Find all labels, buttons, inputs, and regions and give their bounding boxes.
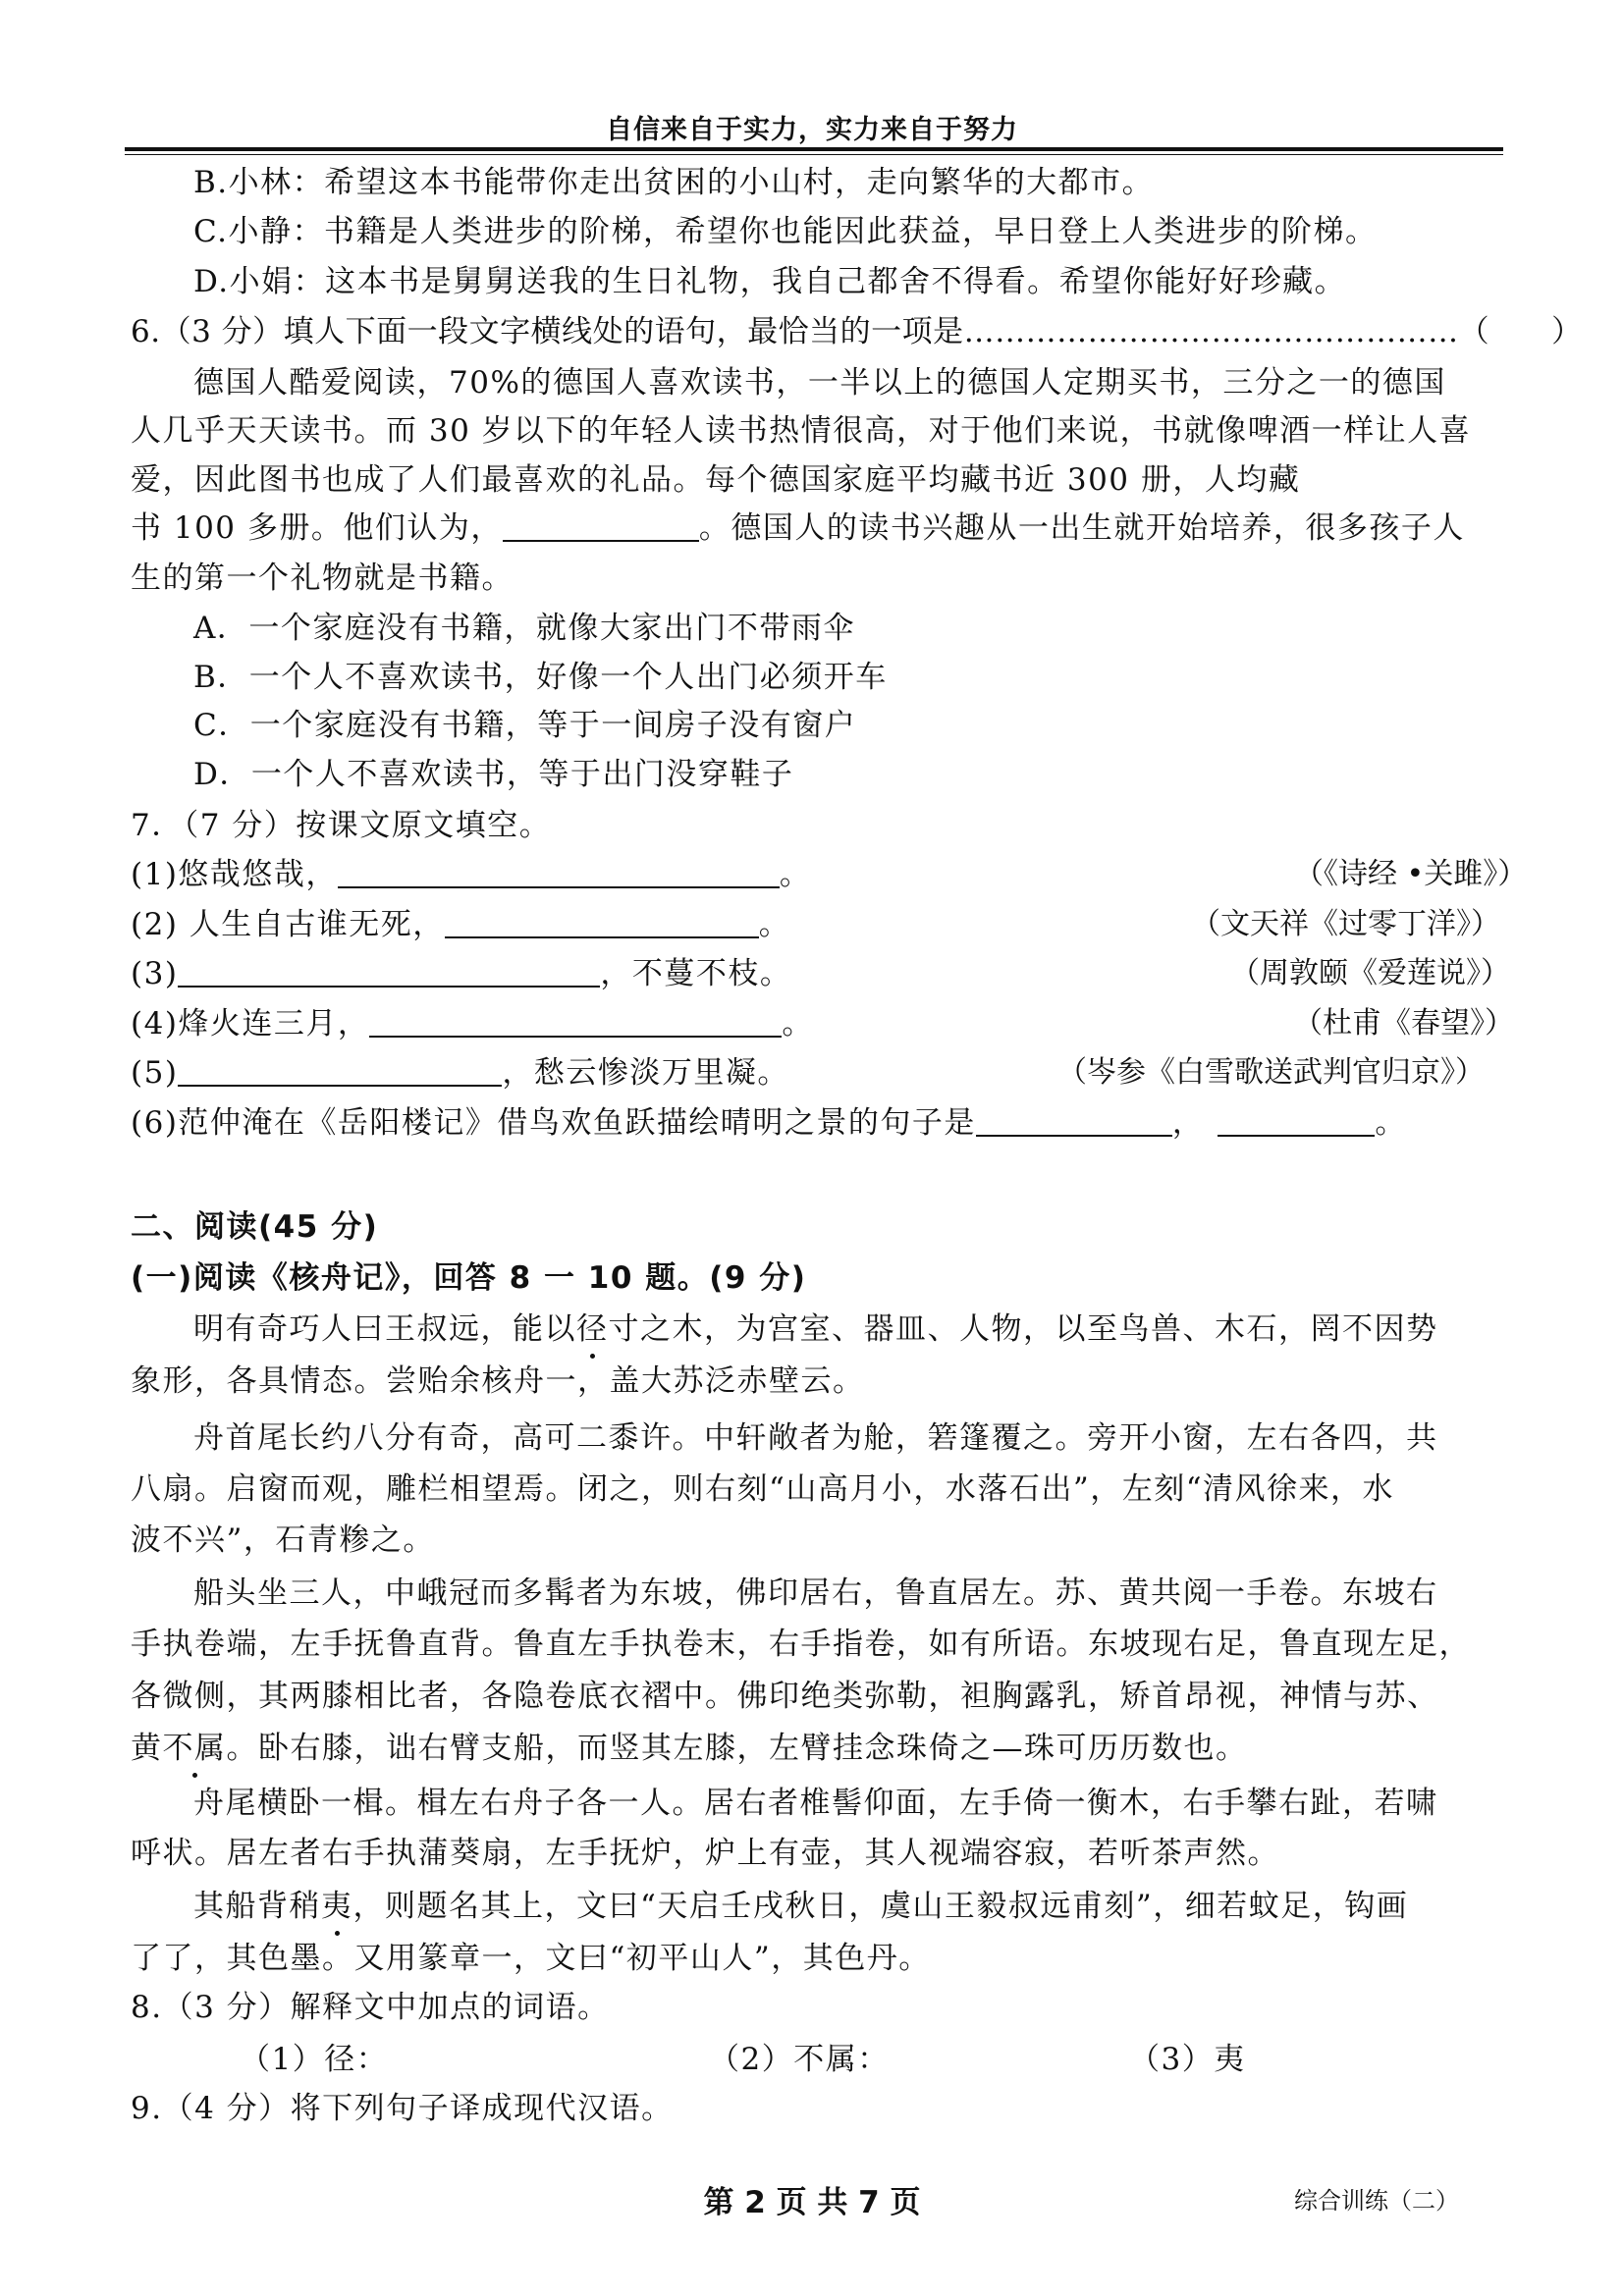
passage-line: 呼状。居左者右手执蒲葵扇，左手抚炉，炉上有壶，其人视端容寂，若听茶声然。	[131, 1836, 1279, 1871]
section-2-subtitle: (一)阅读《核舟记》，回答 8 一 10 题。(9 分)	[131, 1260, 807, 1296]
q7-item-text: ，愁云惨淡万里凝。	[502, 1055, 789, 1091]
q7-item-text: (4)烽火连三月，	[131, 1006, 370, 1041]
q7-blank-6a[interactable]	[976, 1105, 1172, 1137]
q6-para-line: 生的第一个礼物就是书籍。	[131, 561, 514, 596]
q5-option-c: C.小静：书籍是人类进步的阶梯，希望你也能因此获益，早日登上人类进步的阶梯。	[193, 214, 1378, 249]
q7-blank-3[interactable]	[178, 956, 600, 988]
passage-text: 寸之木，为宫室、器皿、人物，以至鸟兽、木石，罔不因势	[608, 1311, 1438, 1347]
q8-item-2: （2）不属：	[709, 2042, 890, 2077]
q7-blank-5[interactable]	[178, 1055, 502, 1087]
q7-item-text: 。	[758, 907, 791, 942]
passage-text: 其船背稍	[193, 1889, 321, 1924]
q7-item-1	[131, 855, 811, 894]
q7-item-2	[131, 905, 790, 944]
q9-stem: 9.（4 分）将下列句子译成现代汉语。	[131, 2091, 674, 2126]
q7-item-5	[131, 1053, 789, 1093]
q5-option-d: D.小娟：这本书是舅舅送我的生日礼物，我自己都舍不得看。希望你能好好珍藏。	[193, 264, 1347, 299]
q6-answer-blank[interactable]	[503, 510, 699, 542]
q6-para-line: 德国人酷爱阅读，70%的德国人喜欢读书，一半以上的德国人定期买书，三分之一的德国	[193, 365, 1446, 400]
q7-stem: 7．（7 分）按课文原文填空。	[131, 808, 552, 843]
q8-item-3: （3）夷	[1129, 2042, 1246, 2077]
dotted-word: 不属	[162, 1731, 227, 1766]
passage-line: 船头坐三人，中峨冠而多髯者为东坡，佛印居右，鲁直居左。苏、黄共阅一手卷。东坡右	[193, 1575, 1438, 1611]
q6-para-line: 爱，因此图书也成了人们最喜欢的礼品。每个德国家庭平均藏书近 300 册，人均藏	[131, 462, 1301, 498]
passage-line: 了了，其色墨。又用篆章一，文曰“初平山人”，其色丹。	[131, 1941, 931, 1976]
q7-item-text: ，不蔓不枝。	[600, 956, 792, 991]
section-2-title: 二、阅读(45 分)	[131, 1209, 379, 1245]
q8-item-1: （1）径：	[240, 2042, 389, 2077]
q7-blank-2[interactable]	[445, 907, 759, 938]
header-rule-thin	[125, 154, 1503, 155]
q7-item-text: 。	[1375, 1105, 1407, 1141]
header-rule-thick	[125, 147, 1503, 151]
q7-item-text: (2) 人生自古谁无死，	[131, 907, 445, 942]
q6-option-b: B．一个人不喜欢读书，好像一个人出门必须开车	[193, 660, 888, 695]
q7-item-text: (1)悠哉悠哉，	[131, 857, 338, 892]
passage-line: 舟尾横卧一楫。楫左右舟子各一人。居右者椎髻仰面，左手倚一衡木，右手攀右趾，若啸	[193, 1786, 1438, 1821]
q6-para-line-with-blank	[131, 508, 1465, 548]
q7-blank-4[interactable]	[369, 1006, 782, 1038]
q7-item-text: 。	[782, 1006, 814, 1041]
passage-text: ，则题名其上，文曰“天启壬戌秋日，虞山王毅叔远甫刻”，细若蚊足，钩画	[352, 1889, 1409, 1924]
header-motto: 自信来自于实力，实力来自于努力	[606, 115, 1018, 145]
q7-source-1: （《诗经 •关雎》）	[1294, 857, 1528, 891]
passage-text: 。卧右膝，诎右臂支船，而竖其左膝，左臂挂念珠倚之—珠可历历数也。	[226, 1731, 1248, 1766]
passage-line	[131, 1729, 1248, 1768]
passage-line	[193, 1887, 1408, 1926]
dotted-word: 夷	[321, 1889, 353, 1924]
q7-item-text: ，	[1171, 1105, 1205, 1141]
q7-source-4: （杜甫《春望》）	[1293, 1006, 1514, 1041]
q7-item-text: (5)	[131, 1055, 179, 1091]
passage-text: 明有奇巧人曰王叔远，能以	[193, 1311, 576, 1347]
q8-stem: 8.（3 分）解释文中加点的词语。	[131, 1990, 610, 2025]
dotted-word: 径	[576, 1311, 609, 1347]
passage-line	[193, 1309, 1438, 1349]
q7-source-2: （文天祥《过零丁洋》）	[1191, 907, 1500, 941]
passage-line: 八扇。启窗而观，雕栏相望焉。闭之，则右刻“山高月小，水落石出”，左刻“清风徐来，水	[131, 1471, 1395, 1507]
q7-item-4	[131, 1004, 814, 1043]
q6-para-line: 人几乎天天读书。而 30 岁以下的年轻人读书热情很高，对于他们来说，书就像啤酒一样让人喜	[131, 413, 1472, 449]
q7-item-text: (6)范仲淹在《岳阳楼记》借鸟欢鱼跃描绘晴明之景的句子是	[131, 1105, 976, 1141]
q6-option-a: A．一个家庭没有书籍，就像大家出门不带雨伞	[193, 611, 855, 646]
q7-source-5: （岑参《白雪歌送武判官归京》）	[1057, 1055, 1485, 1090]
passage-text: 黄	[131, 1731, 163, 1766]
q6-option-c: C．一个家庭没有书籍，等于一间房子没有窗户	[193, 708, 857, 743]
q7-blank-6b[interactable]	[1218, 1105, 1375, 1137]
passage-line: 舟首尾长约八分有奇，高可二黍许。中轩敞者为舱，箬篷覆之。旁开小窗，左右各四，共	[193, 1420, 1438, 1456]
q7-blank-1[interactable]	[338, 857, 780, 888]
passage-line: 象形，各具情态。尝贻余核舟一，盖大苏泛赤壁云。	[131, 1363, 865, 1399]
q5-option-b: B.小林：希望这本书能带你走出贫困的小山村，走向繁华的大都市。	[193, 165, 1155, 200]
q7-item-text: 。	[779, 857, 812, 892]
q6-para-text: 书 100 多册。他们认为，	[131, 510, 503, 546]
q6-stem: 6.（3 分）填人下面一段文字横线处的语句，最恰当的一项是…………………………………………（ ）	[131, 314, 1583, 349]
q7-item-6	[131, 1103, 1407, 1143]
passage-line: 波不兴”，石青糁之。	[131, 1522, 435, 1558]
page-number: 第 2 页 共 7 页	[703, 2185, 921, 2220]
passage-line: 手执卷端，左手抚鲁直背。鲁直左手执卷末，右手指卷，如有所语。东坡现右足，鲁直现左足，	[131, 1627, 1471, 1662]
q6-option-d: D．一个人不喜欢读书，等于出门没穿鞋子	[193, 757, 794, 792]
q7-item-text: (3)	[131, 956, 179, 991]
q7-item-3	[131, 954, 791, 993]
passage-line: 各微侧，其两膝相比者，各隐卷底衣褶中。佛印绝类弥勒，袒胸露乳，矫首昂视，神情与苏、	[131, 1679, 1439, 1714]
q6-para-text: 。德国人的读书兴趣从一出生就开始培养，很多孩子人	[698, 510, 1465, 546]
q7-source-3: （周敦颐《爱莲说》）	[1230, 956, 1510, 990]
footer-label: 综合训练（二）	[1294, 2187, 1459, 2215]
